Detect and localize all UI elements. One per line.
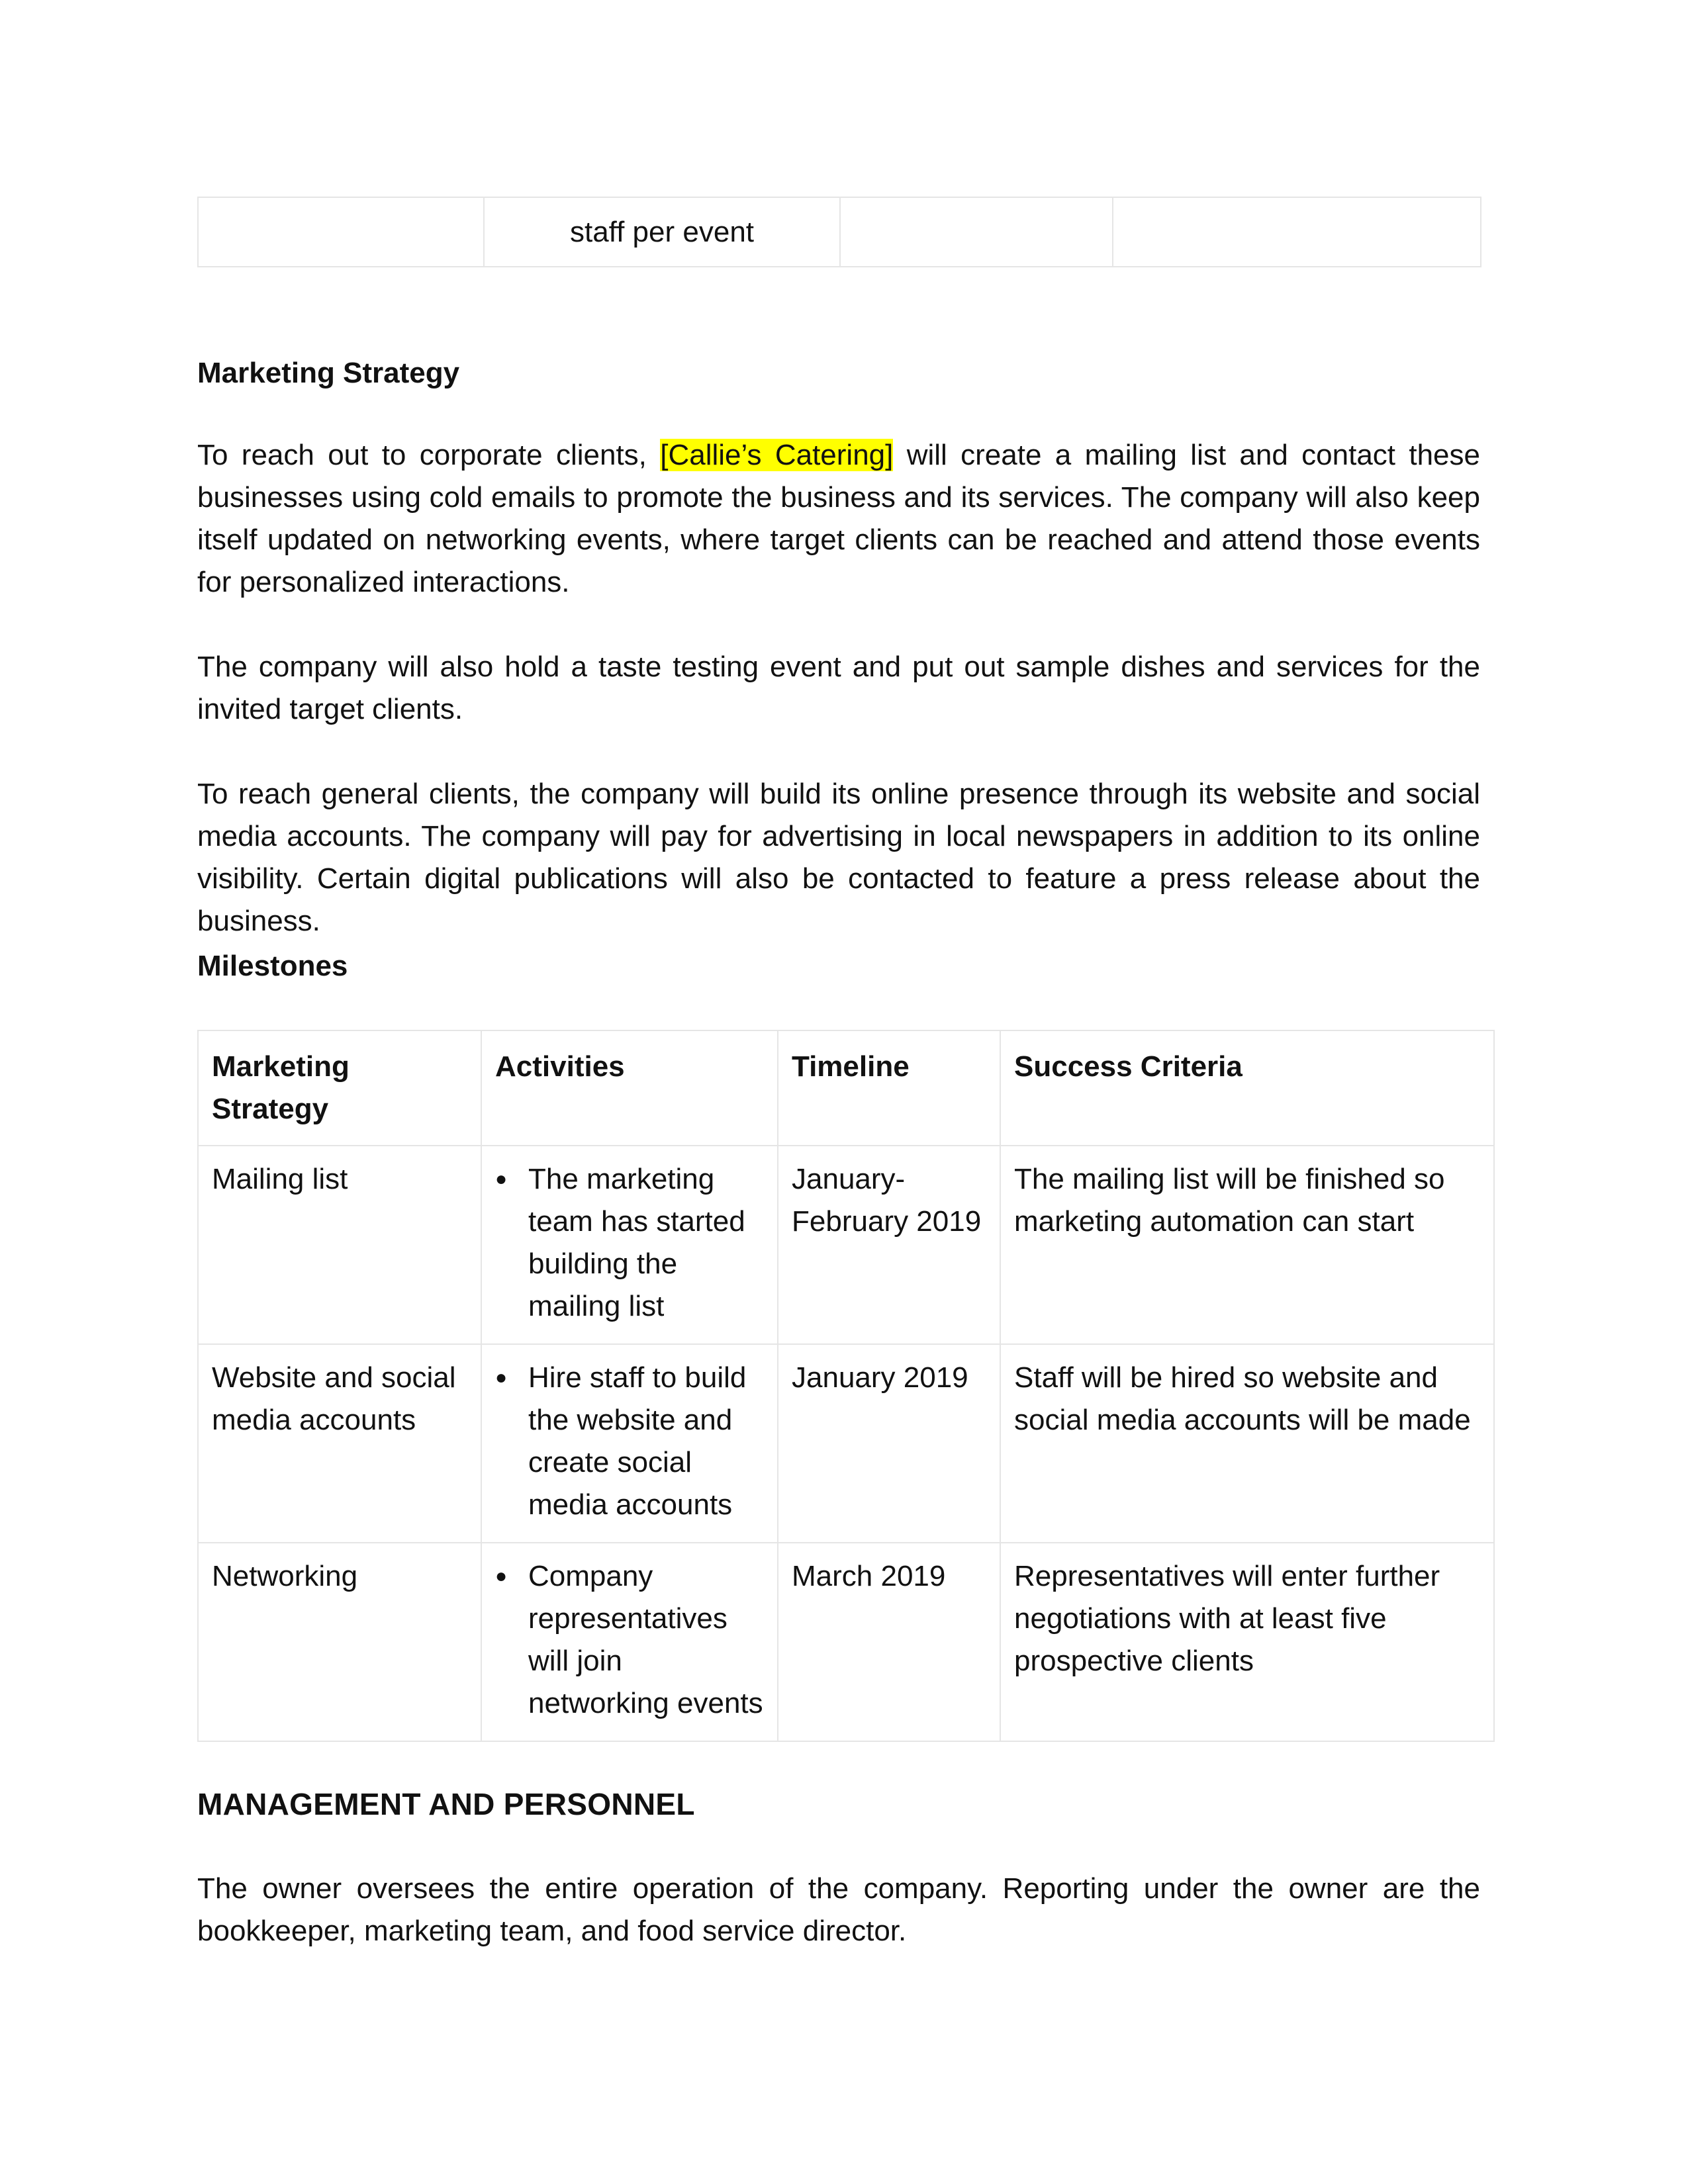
table-cell xyxy=(198,197,484,267)
table-row xyxy=(198,197,1481,267)
column-header: Timeline xyxy=(778,1030,1000,1146)
strategy-cell: Mailing list xyxy=(198,1146,481,1344)
criteria-cell: The mailing list will be finished so marketing automation can start xyxy=(1000,1146,1494,1344)
marketing-paragraph-2: The company will also hold a taste testing event and put out sample dishes and services for the invited target clients. xyxy=(197,651,1480,725)
paragraph-text: will create a mailing list and contact these businesses using cold emails to promote the business and its services. The company will also keep itself updated on networking events, where target clients can be reached and attend those events for personalized interactions. xyxy=(197,439,1481,598)
activity-cell xyxy=(481,1146,778,1344)
column-header: Activities xyxy=(481,1030,778,1146)
timeline-cell: January 2019 xyxy=(778,1344,1000,1543)
column-header: Success Criteria xyxy=(1000,1030,1494,1146)
activity-text: Company representatives will join networking events xyxy=(528,1560,763,1719)
activity-cell xyxy=(481,1543,778,1741)
company-name-highlight: [Callie’s Catering] xyxy=(660,439,894,471)
activity-text: The marketing team has started building the mailing list xyxy=(528,1163,745,1322)
marketing-paragraph-3: To reach general clients, the company will build its online presence through its website and social media accounts. The company will pay for advertising in local newspapers in addition to its online visibility. Certain digital publications will also be contacted to feature a press release about the business. xyxy=(197,778,1480,937)
strategy-cell: Website and social media accounts xyxy=(198,1344,481,1543)
management-heading: MANAGEMENT AND PERSONNEL xyxy=(197,1787,695,1821)
activity-cell xyxy=(481,1344,778,1543)
table-row xyxy=(198,1543,1494,1741)
bullet-icon: ● xyxy=(495,1565,508,1587)
paragraph-text: To reach out to corporate clients, xyxy=(197,439,661,471)
bullet-item xyxy=(495,1555,764,1725)
bullet-item xyxy=(495,1357,764,1526)
table-cell: staff per event xyxy=(484,197,840,267)
column-header: Marketing Strategy xyxy=(198,1030,481,1146)
management-paragraph: The owner oversees the entire operation of the company. Reporting under the owner are the bookkeeper, marketing team, and food service director. xyxy=(197,1872,1480,1947)
table-row xyxy=(198,1344,1494,1543)
milestones-heading: Milestones xyxy=(197,950,348,982)
table-header-row xyxy=(198,1030,1494,1146)
bullet-item xyxy=(495,1158,764,1328)
bullet-icon: ● xyxy=(495,1367,508,1388)
strategy-cell: Networking xyxy=(198,1543,481,1741)
criteria-cell: Representatives will enter further negotiations with at least five prospective clients xyxy=(1000,1543,1494,1741)
milestones-table xyxy=(197,1030,1495,1742)
table-row xyxy=(198,1146,1494,1344)
activity-text: Hire staff to build the website and create social media accounts xyxy=(528,1361,747,1521)
staffing-table-fragment xyxy=(197,197,1481,267)
marketing-paragraph-1 xyxy=(197,434,1480,604)
criteria-cell: Staff will be hired so website and social media accounts will be made xyxy=(1000,1344,1494,1543)
marketing-strategy-heading: Marketing Strategy xyxy=(197,357,460,389)
table-cell xyxy=(840,197,1113,267)
timeline-cell: March 2019 xyxy=(778,1543,1000,1741)
timeline-cell: January-February 2019 xyxy=(778,1146,1000,1344)
table-cell xyxy=(1113,197,1481,267)
bullet-icon: ● xyxy=(495,1168,508,1190)
